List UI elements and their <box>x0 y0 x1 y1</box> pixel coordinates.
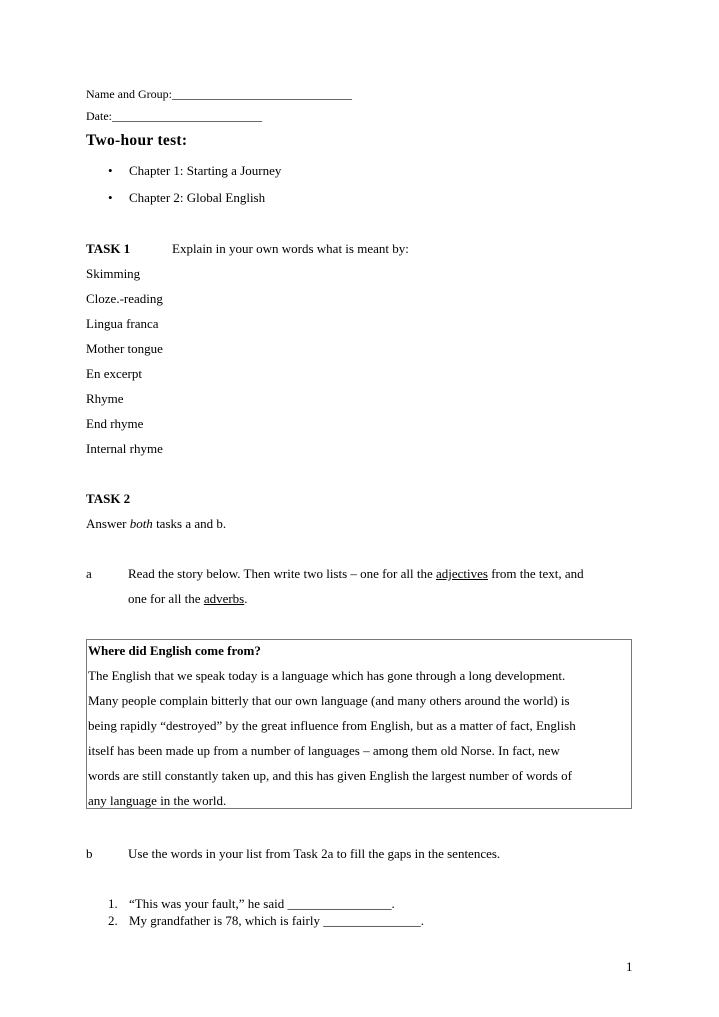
term-item: Skimming <box>86 266 141 281</box>
task2b-letter: b <box>86 846 93 861</box>
task1-label: TASK 1 <box>86 241 131 256</box>
term-item: Cloze.-reading <box>86 291 163 306</box>
story-line: being rapidly “destroyed” by the great influence from English, but as a matter of fact, English <box>88 718 576 733</box>
term-item: Lingua franca <box>86 316 159 331</box>
task2-label: TASK 2 <box>86 491 131 506</box>
task2a-instruction-line2: one for all the adverbs. <box>128 591 248 606</box>
story-line: Many people complain bitterly that our own language (and many others around the world) is <box>88 693 570 708</box>
story-line: The English that we speak today is a language which has gone through a long development. <box>88 668 566 683</box>
story-box <box>86 639 632 809</box>
story-line: words are still constantly taken up, and this has given English the largest number of words of <box>88 768 572 783</box>
task2-intro: Answer both tasks a and b. <box>86 516 227 531</box>
page-number: 1 <box>626 959 633 974</box>
sentence-text: “This was your fault,” he said ________________. <box>129 896 395 911</box>
sentence-number: 1. <box>108 896 118 911</box>
term-item: Rhyme <box>86 391 124 406</box>
bullet-icon: • <box>108 163 113 178</box>
chapter-item: Chapter 2: Global English <box>129 190 266 205</box>
term-item: End rhyme <box>86 416 144 431</box>
story-title: Where did English come from? <box>88 643 261 658</box>
sentence-number: 2. <box>108 913 118 928</box>
chapter-item: Chapter 1: Starting a Journey <box>129 163 282 178</box>
name-group-field: Name and Group:______________________________ <box>86 87 352 101</box>
task2a-letter: a <box>86 566 92 581</box>
date-field: Date:_________________________ <box>86 109 262 123</box>
story-line: itself has been made up from a number of languages – among them old Norse. In fact, new <box>88 743 560 758</box>
term-item: Mother tongue <box>86 341 163 356</box>
task2a-instruction-line1: Read the story below. Then write two lists – one for all the adjectives from the text, and <box>128 566 584 581</box>
test-title: Two-hour test: <box>86 132 188 149</box>
sentence-text: My grandfather is 78, which is fairly _______________. <box>129 913 424 928</box>
task1-instruction: Explain in your own words what is meant by: <box>172 241 409 256</box>
term-item: En excerpt <box>86 366 142 381</box>
term-item: Internal rhyme <box>86 441 163 456</box>
task2b-instruction: Use the words in your list from Task 2a to fill the gaps in the sentences. <box>128 846 501 861</box>
story-line: any language in the world. <box>88 793 227 808</box>
bullet-icon: • <box>108 190 113 205</box>
